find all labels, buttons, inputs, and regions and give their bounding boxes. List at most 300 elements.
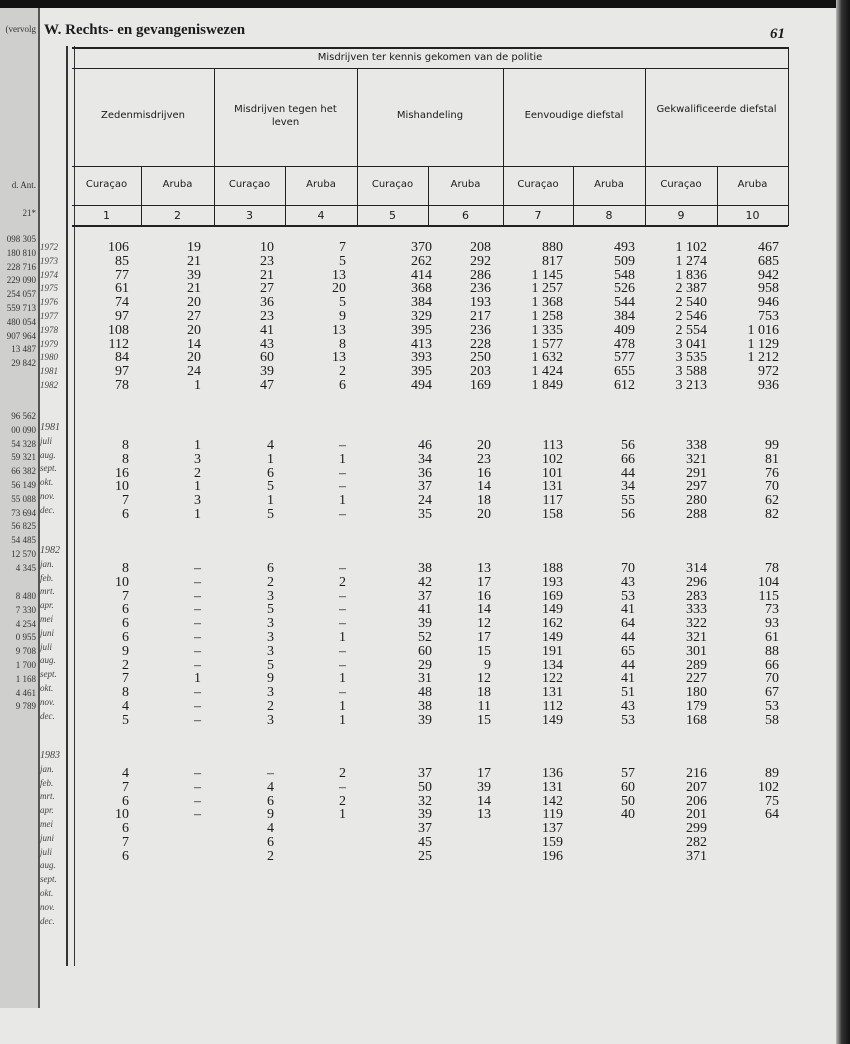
row-label: apr. [40, 805, 54, 816]
group-header: Zedenmisdrijven [101, 110, 185, 121]
cell-col-5: 41 [418, 602, 432, 618]
left-page-number: 96 562 [11, 411, 36, 421]
cell-col-1: 10 [115, 479, 129, 495]
cell-col-5: 37 [418, 821, 432, 837]
cell-col-1: 112 [108, 336, 129, 352]
cell-col-2: – [194, 630, 201, 645]
cell-col-10: 70 [765, 479, 779, 495]
cell-col-1: 2 [122, 657, 129, 673]
cell-col-5: 494 [411, 378, 432, 393]
row-label: 1979 [40, 338, 58, 349]
cell-col-5: 414 [411, 267, 432, 283]
sub-header-aruba: Aruba [594, 179, 624, 190]
cell-col-6: 15 [477, 712, 491, 728]
cell-col-10: 1 016 [747, 322, 779, 338]
cell-col-10: 467 [758, 240, 779, 255]
cell-col-1: 6 [122, 602, 129, 618]
cell-col-8: 40 [621, 807, 635, 823]
group-divider [214, 68, 215, 226]
cell-col-1: 85 [115, 253, 129, 269]
cell-col-4: – [339, 507, 346, 522]
cell-col-4: 1 [339, 807, 346, 823]
row-label: aug. [40, 860, 56, 871]
cell-col-7: 102 [542, 451, 563, 467]
table-row [0, 365, 850, 379]
cell-col-8: 548 [614, 267, 635, 283]
row-label: sept. [40, 669, 57, 680]
cell-col-3: 2 [267, 848, 274, 864]
cell-col-4: 13 [332, 267, 346, 283]
cell-col-7: 1 145 [531, 267, 563, 283]
cell-col-8: 655 [614, 364, 635, 380]
cell-col-8: 384 [614, 309, 635, 324]
cell-col-10: 70 [765, 671, 779, 687]
table-row [0, 379, 850, 393]
row-label: dec. [40, 915, 55, 926]
cell-col-1: 6 [122, 630, 129, 645]
cell-col-2: – [194, 602, 201, 618]
cell-col-8: 493 [614, 240, 635, 255]
cell-col-6: 9 [484, 657, 491, 673]
table-rule [72, 47, 788, 49]
cell-col-10: 75 [765, 793, 779, 809]
cell-col-2: – [194, 699, 201, 714]
cell-col-2: – [194, 685, 201, 701]
cell-col-10: 936 [758, 378, 779, 393]
cell-col-2: 14 [187, 336, 201, 352]
cell-col-5: 39 [418, 616, 432, 632]
cell-col-10: 1 129 [747, 336, 779, 352]
cell-col-10: 115 [758, 588, 779, 604]
cell-col-1: 8 [122, 451, 129, 467]
cell-col-2: 1 [194, 438, 201, 453]
left-page-number: 180 810 [6, 247, 36, 258]
cell-col-8: 509 [614, 253, 635, 269]
cell-col-1: 5 [122, 712, 129, 728]
cell-col-2: 20 [187, 350, 201, 366]
cell-col-7: 1 632 [531, 350, 563, 366]
cell-col-10: 99 [765, 438, 779, 453]
left-page-number: 4 345 [15, 562, 36, 573]
cell-col-4: – [339, 465, 346, 481]
table-row [0, 822, 850, 836]
row-label: mei [40, 614, 53, 625]
cell-col-6: 193 [470, 295, 491, 311]
cell-col-8: 544 [614, 295, 635, 311]
cell-col-1: 6 [122, 821, 129, 837]
row-label: juni [40, 627, 55, 638]
cell-col-2: 21 [187, 281, 201, 297]
cell-col-1: 6 [122, 616, 129, 632]
cell-col-9: 282 [686, 835, 707, 850]
cell-col-5: 50 [418, 779, 432, 795]
cell-col-6: 208 [470, 240, 491, 255]
cell-col-10: 58 [765, 712, 779, 728]
cell-col-6: 16 [477, 588, 491, 604]
left-fragment: d. Ant. [11, 180, 36, 190]
left-page-number: 4 461 [15, 687, 36, 698]
cell-col-9: 371 [686, 848, 707, 864]
cell-col-2: – [194, 657, 201, 673]
cell-col-5: 45 [418, 835, 432, 850]
cell-col-4: 13 [332, 322, 346, 338]
cell-col-6: 17 [477, 630, 491, 645]
sub-header-aruba: Aruba [306, 179, 336, 190]
cell-col-7: 1 368 [531, 295, 563, 311]
scan-right-edge [836, 0, 850, 1044]
cell-col-10: 958 [758, 281, 779, 297]
cell-col-4: 1 [339, 671, 346, 687]
cell-col-9: 321 [686, 451, 707, 467]
cell-col-6: 20 [477, 507, 491, 522]
cell-col-9: 283 [686, 588, 707, 604]
cell-col-8: 55 [621, 493, 635, 509]
cell-col-5: 37 [418, 766, 432, 781]
cell-col-2: – [194, 779, 201, 795]
row-label: 1982 [40, 379, 58, 390]
cell-col-8: 44 [621, 465, 635, 481]
cell-col-9: 207 [686, 779, 707, 795]
cell-col-6: 15 [477, 643, 491, 659]
cell-col-9: 206 [686, 793, 707, 809]
row-label: mrt. [40, 586, 55, 597]
cell-col-10: 93 [765, 616, 779, 632]
cell-col-9: 201 [686, 807, 707, 823]
column-number: 9 [677, 209, 685, 222]
cell-col-8: 34 [621, 479, 635, 495]
cell-col-3: – [267, 766, 274, 781]
column-number: 5 [389, 209, 396, 222]
group-divider [357, 68, 358, 226]
cell-col-6: 292 [470, 253, 491, 269]
table-row [0, 310, 850, 324]
table-rule [72, 225, 788, 227]
cell-col-5: 34 [418, 451, 432, 467]
left-page-number: 56 149 [11, 479, 36, 490]
cell-col-9: 227 [686, 671, 707, 687]
cell-col-3: 5 [267, 479, 274, 495]
cell-col-5: 370 [411, 240, 432, 255]
cell-col-7: 1 258 [531, 309, 563, 324]
cell-col-5: 37 [418, 588, 432, 604]
cell-col-8: 43 [621, 574, 635, 590]
column-number: 10 [745, 209, 760, 222]
section-title: W. Rechts- en gevangeniswezen [44, 22, 246, 38]
cell-col-6: 18 [477, 493, 491, 509]
cell-col-9: 314 [686, 561, 707, 576]
cell-col-4: 5 [339, 295, 346, 311]
cell-col-5: 52 [418, 630, 432, 645]
cell-col-1: 74 [115, 295, 129, 311]
cell-col-2: 39 [187, 267, 201, 283]
cell-col-5: 42 [418, 574, 432, 590]
cell-col-5: 395 [411, 322, 432, 338]
cell-col-7: 1 257 [531, 281, 563, 297]
cell-col-8: 409 [614, 322, 635, 338]
table-row [0, 631, 850, 645]
column-number: 6 [462, 209, 469, 222]
cell-col-2: – [194, 616, 201, 632]
cell-col-7: 188 [542, 561, 563, 576]
cell-col-7: 117 [542, 493, 563, 509]
cell-col-5: 329 [411, 309, 432, 324]
cell-col-7: 169 [542, 588, 563, 604]
cell-col-9: 2 554 [675, 322, 707, 338]
cell-col-6: 169 [470, 378, 491, 393]
cell-col-6: 17 [477, 766, 491, 781]
cell-col-3: 39 [260, 364, 274, 380]
column-number: 8 [605, 209, 613, 222]
cell-col-6: 11 [477, 699, 491, 714]
cell-col-4: – [339, 438, 346, 453]
table-row [0, 590, 850, 604]
table-row [0, 269, 850, 283]
cell-col-2: – [194, 588, 201, 604]
cell-col-10: 1 212 [747, 350, 779, 366]
table-rule [72, 205, 788, 206]
cell-col-7: 880 [542, 240, 563, 255]
row-label: apr. [40, 600, 54, 611]
sub-header-curacao: Curaçao [371, 179, 414, 190]
cell-col-4: – [339, 602, 346, 618]
cell-col-10: 76 [765, 465, 779, 481]
table-row [0, 296, 850, 310]
table-row [0, 494, 850, 508]
row-label: nov. [40, 901, 55, 912]
cell-col-9: 216 [686, 766, 707, 781]
cell-col-9: 2 546 [675, 309, 707, 324]
cell-col-6: 14 [477, 602, 491, 618]
cell-col-5: 39 [418, 807, 432, 823]
cell-col-3: 9 [267, 671, 274, 687]
table-right-rule [788, 47, 789, 226]
sub-header-curacao: Curaçao [660, 179, 702, 190]
table-rule [72, 68, 788, 69]
cell-col-9: 179 [686, 699, 707, 714]
cell-col-8: 526 [614, 281, 635, 297]
row-label: 1980 [40, 352, 58, 363]
cell-col-4: 7 [339, 240, 346, 255]
cell-col-1: 7 [122, 493, 129, 509]
cell-col-8: 53 [621, 588, 635, 604]
cell-col-1: 78 [115, 378, 129, 393]
cell-col-7: 136 [542, 766, 563, 781]
cell-col-1: 6 [122, 848, 129, 864]
row-label: juni [40, 832, 55, 843]
group-header: Mishandeling [396, 110, 464, 121]
cell-col-7: 1 424 [531, 364, 563, 380]
cell-col-2: 2 [194, 465, 201, 481]
cell-col-3: 3 [267, 630, 274, 645]
cell-col-8: 65 [621, 643, 635, 659]
cell-col-10: 685 [758, 253, 779, 269]
cell-col-1: 6 [122, 793, 129, 809]
cell-col-4: 2 [339, 766, 346, 781]
cell-col-8: 44 [621, 657, 635, 673]
cell-col-10: 81 [765, 451, 779, 467]
cell-col-10: 73 [765, 602, 779, 618]
cell-col-7: 159 [542, 835, 563, 850]
cell-col-6: 250 [470, 350, 491, 366]
cell-col-4: 1 [339, 712, 346, 728]
cell-col-9: 288 [686, 507, 707, 522]
cell-col-10: 104 [758, 574, 779, 590]
table-row [0, 686, 850, 700]
cell-col-1: 6 [122, 507, 129, 522]
cell-col-6: 228 [470, 336, 491, 352]
cell-col-4: 13 [332, 350, 346, 366]
cell-col-4: – [339, 588, 346, 604]
row-label: dec. [40, 504, 55, 515]
cell-col-4: 9 [339, 309, 346, 324]
cell-col-3: 60 [260, 350, 274, 366]
cell-col-8: 577 [614, 350, 635, 366]
row-label: jan. [40, 763, 54, 774]
cell-col-4: – [339, 685, 346, 701]
cell-col-3: 2 [267, 699, 274, 714]
cell-col-7: 131 [542, 779, 563, 795]
row-label: juli [40, 435, 53, 446]
table-row [0, 338, 850, 352]
cell-col-10: 61 [765, 630, 779, 645]
table-row [0, 480, 850, 494]
cell-col-6: 23 [477, 451, 491, 467]
cell-col-10: 942 [758, 267, 779, 283]
row-label: feb. [40, 572, 54, 583]
cell-col-5: 29 [418, 657, 432, 673]
cell-col-9: 180 [686, 685, 707, 701]
left-page-number: 55 088 [11, 493, 36, 504]
cell-col-1: 8 [122, 685, 129, 701]
cell-col-5: 46 [418, 438, 432, 453]
cell-col-5: 395 [411, 364, 432, 380]
left-page-number: 228 716 [6, 261, 36, 272]
cell-col-3: 5 [267, 657, 274, 673]
cell-col-6: 17 [477, 574, 491, 590]
table-row [0, 767, 850, 781]
cell-col-1: 7 [122, 779, 129, 795]
cell-col-9: 280 [686, 493, 707, 509]
cell-col-7: 1 577 [531, 336, 563, 352]
cell-col-2: – [194, 712, 201, 728]
row-label: sept. [40, 463, 57, 474]
year-heading: 1983 [40, 750, 60, 762]
cell-col-3: 47 [260, 378, 274, 393]
cell-col-4: 1 [339, 493, 346, 509]
cell-col-5: 413 [411, 336, 432, 352]
cell-col-1: 77 [115, 267, 129, 283]
table-row [0, 241, 850, 255]
row-label: nov. [40, 491, 55, 502]
cell-col-10: 972 [758, 364, 779, 380]
cell-col-3: 1 [267, 493, 274, 509]
cell-col-9: 3 213 [675, 378, 707, 393]
table-row [0, 795, 850, 809]
cell-col-6: 18 [477, 685, 491, 701]
cell-col-4: 5 [339, 253, 346, 269]
cell-col-1: 10 [115, 574, 129, 590]
cell-col-2: 27 [187, 309, 201, 324]
cell-col-2: – [194, 807, 201, 823]
cell-col-1: 9 [122, 643, 129, 659]
row-label: mrt. [40, 791, 55, 802]
left-page-number: 254 057 [6, 289, 36, 300]
cell-col-4: 1 [339, 699, 346, 714]
table-row [0, 439, 850, 453]
cell-col-1: 7 [122, 835, 129, 850]
cell-col-2: – [194, 561, 201, 576]
cell-col-7: 149 [542, 602, 563, 618]
cell-col-3: 27 [260, 281, 274, 297]
cell-col-4: 2 [339, 793, 346, 809]
left-page-number: 559 713 [6, 302, 36, 313]
cell-col-10: 78 [765, 561, 779, 576]
cell-col-10: 66 [765, 657, 779, 673]
column-number: 2 [174, 209, 181, 222]
left-page-number: 66 382 [11, 466, 36, 477]
cell-col-2: 24 [187, 364, 201, 380]
cell-col-3: 3 [267, 588, 274, 604]
cell-col-5: 31 [418, 671, 432, 687]
cell-col-10: 89 [765, 766, 779, 781]
row-label: okt. [40, 888, 54, 899]
cell-col-9: 299 [686, 821, 707, 837]
cell-col-3: 6 [267, 835, 274, 850]
cell-col-8: 612 [614, 378, 635, 393]
row-label: 1981 [40, 366, 58, 377]
cell-col-3: 23 [260, 309, 274, 324]
cell-col-9: 168 [686, 712, 707, 728]
sub-header-aruba: Aruba [450, 179, 481, 190]
left-page-number: 54 328 [11, 438, 36, 449]
cell-col-3: 5 [267, 602, 274, 618]
left-page-number: 59 321 [11, 452, 36, 463]
cell-col-2: – [194, 643, 201, 659]
cell-col-1: 7 [122, 588, 129, 604]
cell-col-9: 2 540 [675, 295, 707, 311]
cell-col-3: 4 [267, 779, 274, 795]
left-page-number: 73 694 [11, 507, 36, 518]
cell-col-5: 37 [418, 479, 432, 495]
cell-col-4: 1 [339, 630, 346, 645]
cell-col-3: 3 [267, 685, 274, 701]
cell-col-10: 82 [765, 507, 779, 522]
left-fragment: 21* [22, 208, 36, 218]
cell-col-5: 35 [418, 507, 432, 522]
group-header: Misdrijven tegen het leven [234, 104, 337, 128]
cell-col-6: 236 [470, 281, 491, 297]
cell-col-3: 6 [267, 465, 274, 481]
group-header: Eenvoudige diefstal [524, 110, 624, 121]
cell-col-3: 4 [267, 438, 274, 453]
cell-col-1: 97 [115, 364, 129, 380]
row-label: 1975 [40, 283, 58, 294]
sub-header-aruba: Aruba [162, 179, 193, 190]
cell-col-4: – [339, 616, 346, 632]
cell-col-7: 196 [542, 848, 563, 864]
cell-col-4: – [339, 657, 346, 673]
table-rule [72, 166, 788, 167]
left-page-number: 56 825 [11, 521, 36, 532]
cell-col-7: 149 [542, 712, 563, 728]
cell-col-5: 368 [411, 281, 432, 297]
left-page-number: 1 700 [15, 659, 36, 670]
cell-col-7: 112 [542, 699, 563, 714]
cell-col-9: 3 041 [675, 336, 707, 352]
cell-col-7: 131 [542, 685, 563, 701]
cell-col-1: 4 [122, 699, 129, 714]
cell-col-2: – [194, 766, 201, 781]
